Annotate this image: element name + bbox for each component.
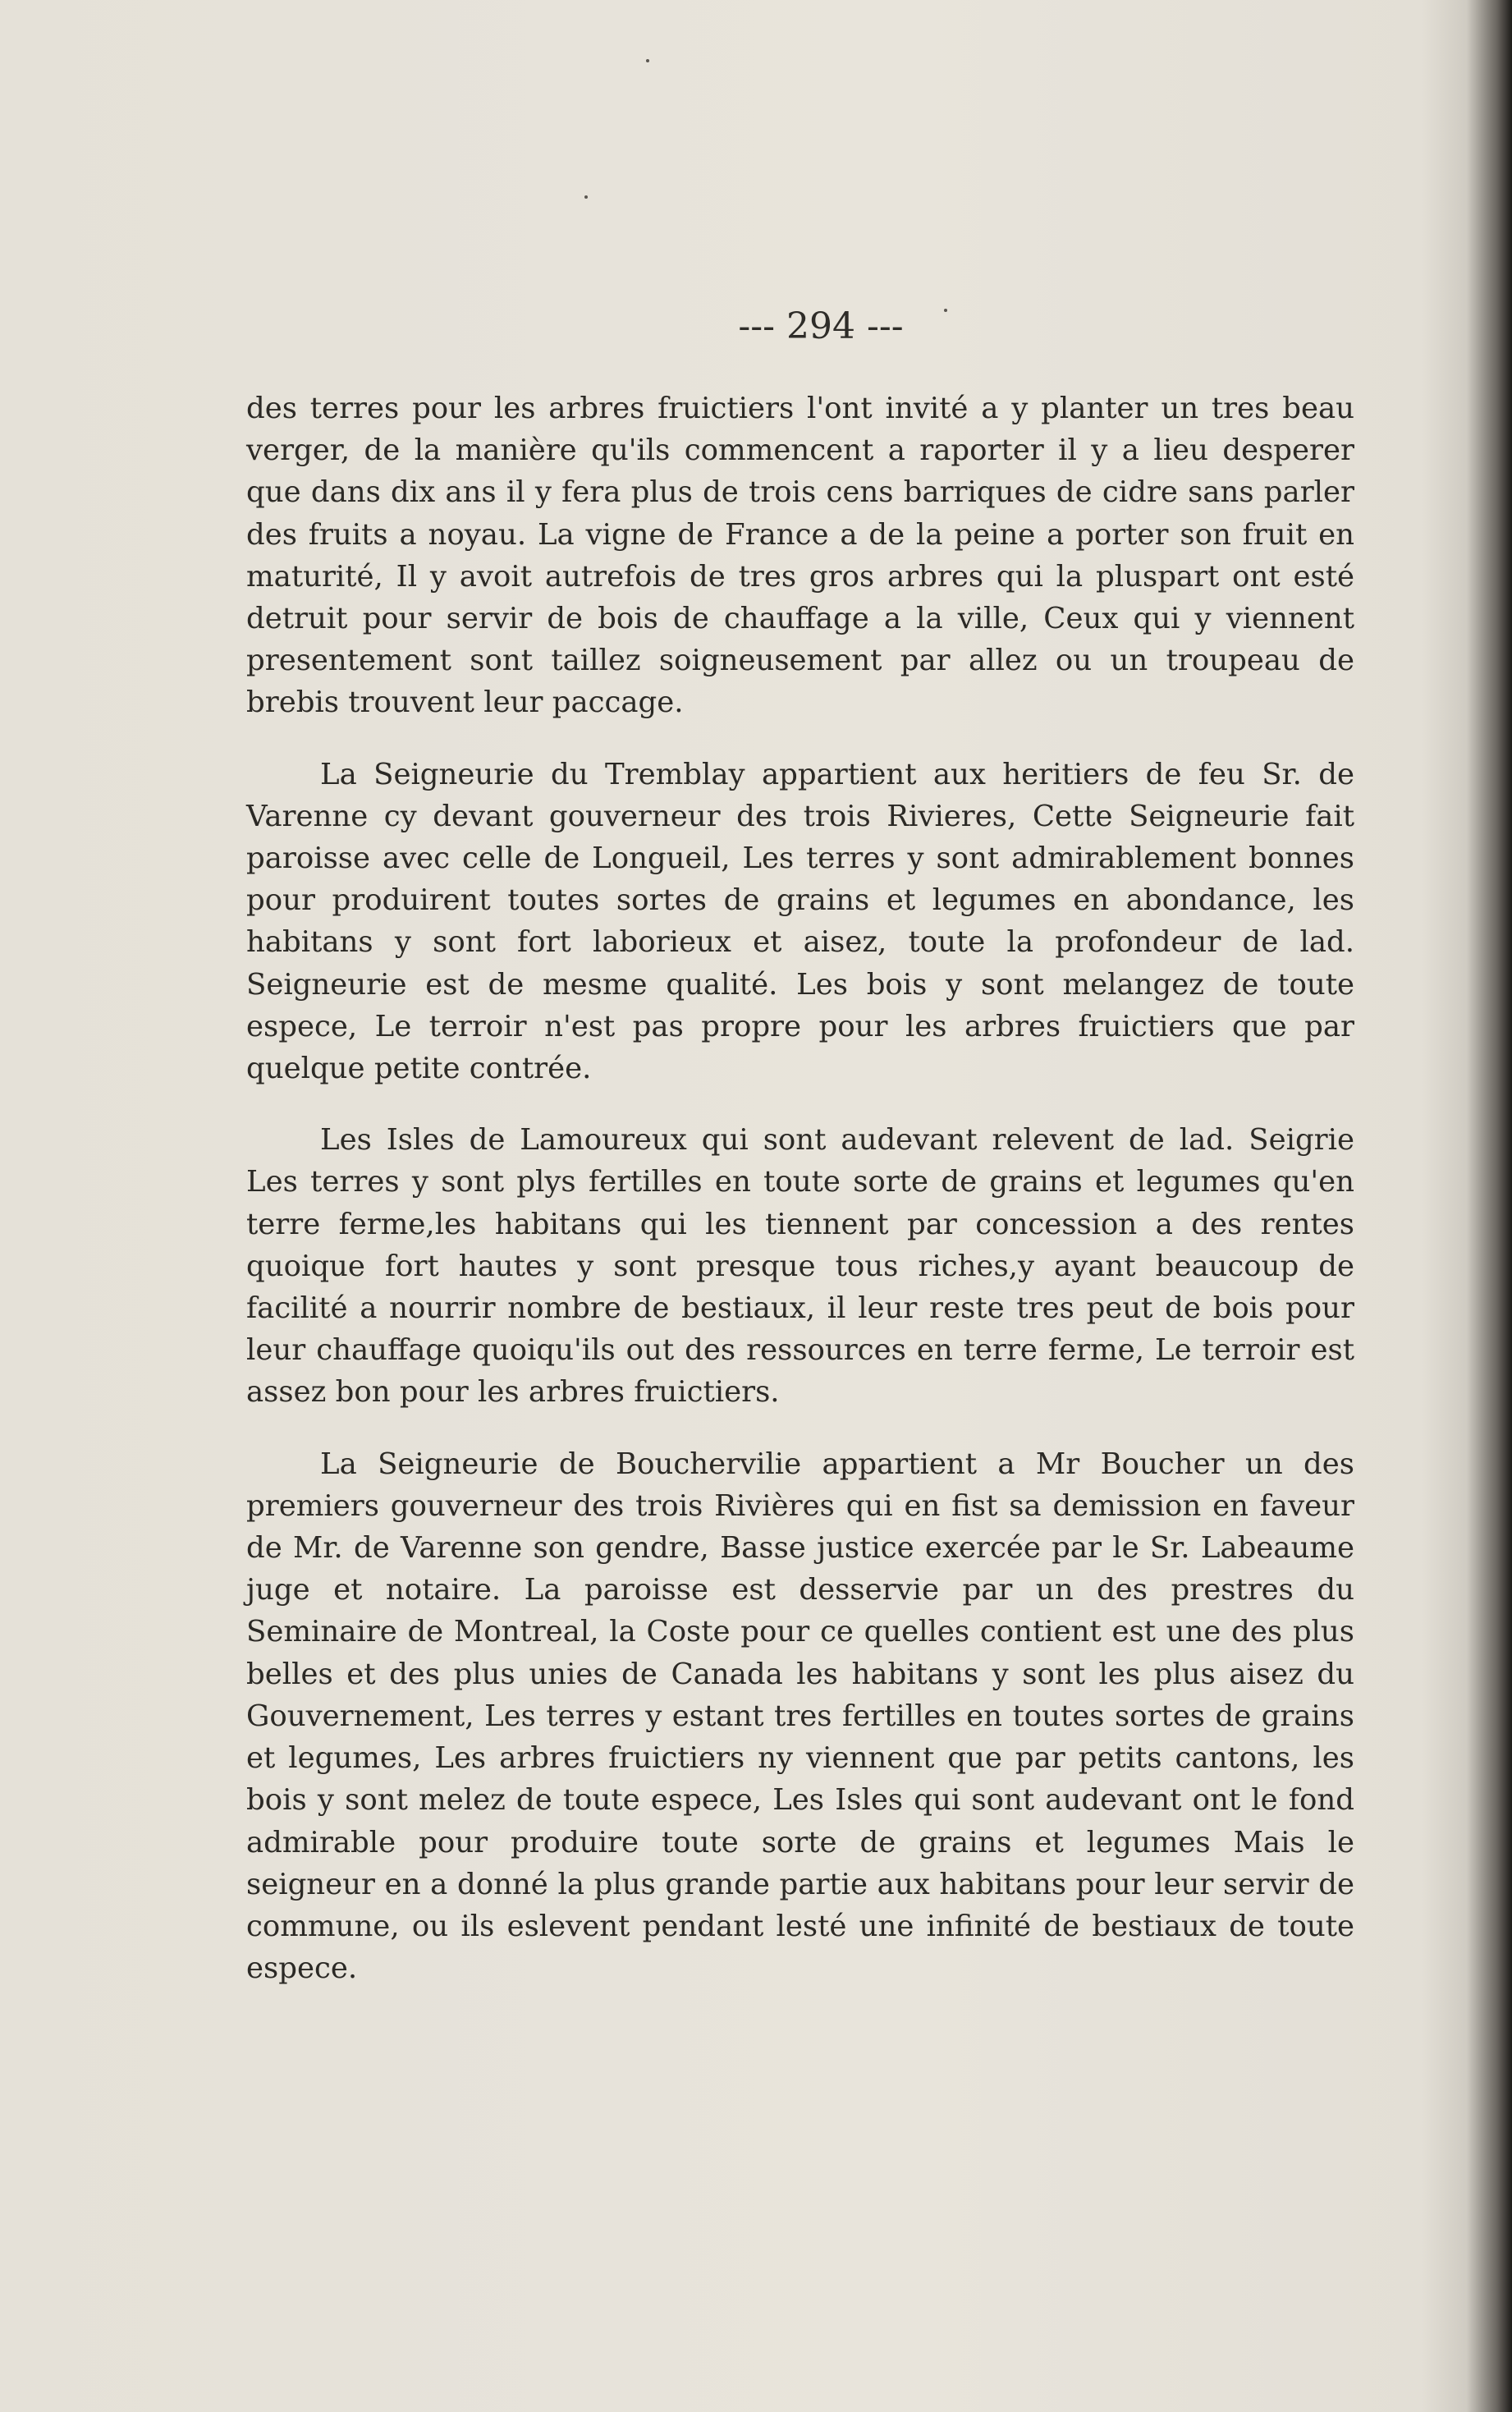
paragraph-boucherville: La Seigneurie de Bouchervilie appartient a Mr Boucher un des premiers gouverneur des trois Rivières qui en fist sa demission en faveur de Mr. de Varenne son gendre, Basse justice exercée par le Sr. Labeaume juge et notaire. La paroisse est desservie par un des prestres du Seminaire de Montreal, la Coste pour ce quelles contient est une des plus belles et des plus unies de Canada les habitans y sont les plus aisez du Gouvernement, Les terres y estant tres fertilles en toutes sortes de grains et legumes, Les arbres fruictiers ny viennent que par petits cantons, les bois y sont melez de toute espece, Les Isles qui sont audevant ont le fond admirable pour produire toute sorte de grains et legumes Mais le seigneur en a donné la plus grande partie aux habitans pour leur servir de commune, ou ils eslevent pendant lesté une infinité de bestiaux de toute espece. <box>246 1447 1354 1986</box>
speck-mark <box>646 59 649 62</box>
paragraph-isles-lamoureux: Les Isles de Lamoureux qui sont audevant relevent de lad. Seigrie Les terres y sont plys fertilles en toute sorte de grains et legumes qu'en terre ferme,les habitans qui les tiennent par concession a des rentes quoique fort hautes y sont presque tous riches,y ayant beaucoup de facilité a nourrir nombre de bestiaux, il leur reste tres peut de bois pour leur chauffage quoiqu'ils out des ressources en terre ferme, Le terroir est assez bon pour les arbres fruictiers. <box>246 1123 1354 1410</box>
body-text <box>246 387 1354 2019</box>
paragraph-continuation: des terres pour les arbres fruictiers l'ont invité a y planter un tres beau verger, de la manière qu'ils commencent a raporter il y a lieu desperer que dans dix ans il y fera plus de trois cens barriques de cidre sans parler des fruits a noyau. La vigne de France a de la peine a porter son fruit en maturité, Il y avoit autrefois de tres gros arbres qui la pluspart ont esté detruit pour servir de bois de chauffage a la ville, Ceux qui y viennent presentement sont taillez soigneusement par allez ou un troupeau de brebis trouvent leur paccage. <box>246 392 1354 720</box>
paragraph-tremblay: La Seigneurie du Tremblay appartient aux heritiers de feu Sr. de Varenne cy devant gouverneur des trois Rivieres, Cette Seigneurie fait paroisse avec celle de Longueil, Les terres y sont admirablement bonnes pour produirent toutes sortes de grains et legumes en abondance, les habitans y sont fort laborieux et aisez, toute la profondeur de lad. Seigneurie est de mesme qualité. Les bois y sont melangez de toute espece, Le terroir n'est pas propre pour les arbres fruictiers que par quelque petite contrée. <box>246 757 1354 1086</box>
page-number-text: --- 294 --- <box>738 305 904 347</box>
page-number <box>0 305 1512 347</box>
speck-mark <box>584 195 588 199</box>
